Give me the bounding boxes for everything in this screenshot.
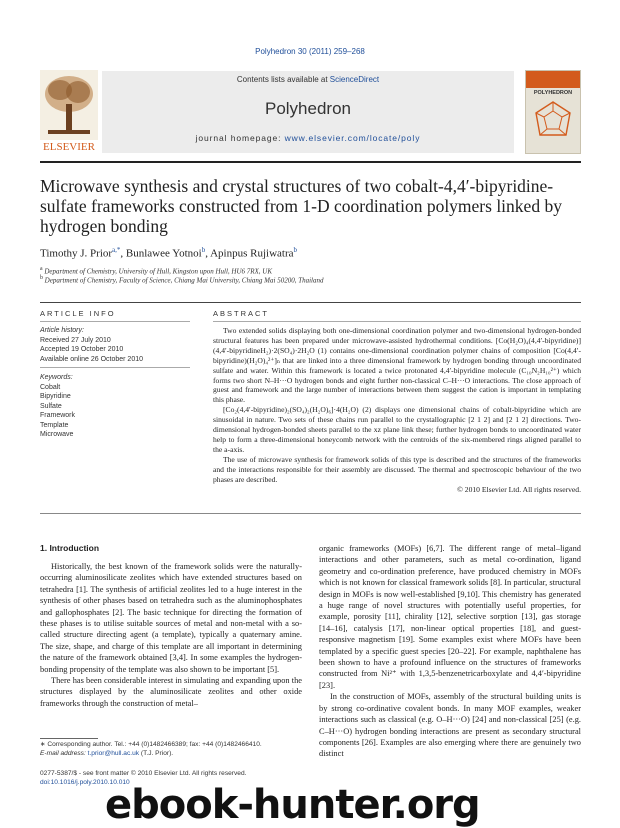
affil-text: Department of Chemistry, Faculty of Science, Chiang Mai University, Chiang Mai 50200, Thailand <box>44 276 324 285</box>
abstract-paragraph: Two extended solids displaying both one-dimensional coordination polymer and two-dimensional hydrogen-bonded structural features has been prepared under microwave-assisted hydrothermal conditions. [Co(H₂O)₄(4,4′-bipyridine)](4,4′-bipyridineH₂)·2(SO₄)·2H₂O (1) contains one-dimensional coordination polymer chains of composition [Co(4,4′-bipyridine)(H₂O)₄²⁺]ₙ that are linked into a three dimensional framework by hydrogen bonding through uncoordinated sulfate and water. Within this framework is located a twice protonated 4,4′-bipyridine molecule (C₁₀N₂H₁₀²⁺) which forms two short N–H···O hydrogen bonds and eight further non-classical C–H···O interactions. The close approach of guest and framework and the large number of interactions between them suggest the cation is important in templating this phase. <box>213 326 581 405</box>
affiliation <box>40 275 323 284</box>
keyword: Template <box>40 421 69 429</box>
affil-mark: b <box>40 275 43 281</box>
body-paragraph: organic frameworks (MOFs) [6,7]. The different range of metal–ligand interactions and other parameters, such as metal co-ordination, ligand geometry and co-ordination preference, have produced chemistry in MOFs which is not known for classical framework solids [8]. In particular, structural design in MOFs is now well-established [9,10]. This chemistry has generated a huge range of novel structures with potentially useful properties, for example, porosity [11], chirality [12], selective sorption [13], gas storage [14–16], catalysis [17], non-linear optical properties [18], and guest-responsive magnetism [19]. Some examples exist where MOFs have been templated by a specific guest species [20–22]. For example, naphthalene has been shown to have a profound influence on the structures of frameworks constructed from Ni²⁺ with 1,3,5-benzenetricarboxylate and 4,4′-bipyridine [23]. <box>319 544 581 690</box>
abstract-divider <box>213 321 581 322</box>
abstract-body <box>213 326 581 494</box>
email-label: E-mail address: <box>40 749 88 757</box>
body-paragraph: Historically, the best known of the framework solids were the naturally-occurring aluminosilicate zeolites which have extended structures based on tetrahedra [1]. The synthesis of artificial zeolites led to a huge interest in the synthesis of other phases based on tetrahedra such as the aluminophosphates and gallophosphates [2]. The basic technique for directing the formation of these phases is to utilise suitable sources of metal and non-metal with a so-called structure directing agent (a template), typically a quaternary amine. The size, shape, and charge of this template are all important in determining the nature of the framework obtained [3,4]. In some examples the hydrogen-bonding propensity of the template was also shown to be important [5]. <box>40 562 302 674</box>
affil-mark: a <box>40 266 43 272</box>
article-title: Microwave synthesis and crystal structures of two cobalt-4,4′-bipyridine-sulfate frameworks constructed from 1-D coordination polymers linked by hydrogen bonding <box>40 176 562 236</box>
author-affil-mark[interactable]: b <box>293 246 298 254</box>
journal-homepage <box>102 133 514 143</box>
article-history <box>40 326 185 364</box>
email-link[interactable]: t.prior@hull.ac.uk <box>87 749 140 757</box>
keywords-heading: Keywords: <box>40 374 73 381</box>
contents-prefix: Contents lists available at <box>236 75 330 84</box>
body-paragraph: In the construction of MOFs, assembly of the structural building units is by strong co-ordinative covalent bonds. In many MOF examples, weaker interactions such as classical (e.g. O–H···O) [24] and non-classical [25] (e.g. C–H···O) hydrogen bonding interactions are present as secondary structural components [26]. Examples are also emerging where there are genuinely two distinct <box>319 692 581 759</box>
abstract-paragraph: The use of microwave synthesis for framework solids of this type is described and the structures of the frameworks and the interactions responsible for their assembly are discussed. The thermal and spectroscopic behaviour of the two phases are described. <box>213 454 581 484</box>
footnote-rule <box>40 738 98 739</box>
polyhedron-icon <box>532 99 574 145</box>
history-heading: Article history: <box>40 327 84 334</box>
section-rule <box>40 302 581 303</box>
author-affil-mark[interactable]: b <box>201 246 206 254</box>
cover-bar <box>526 71 580 88</box>
homepage-url[interactable]: www.elsevier.com/locate/poly <box>284 133 421 143</box>
abstract-copyright: © 2010 Elsevier Ltd. All rights reserved. <box>457 484 581 494</box>
history-accepted: Accepted 19 October 2010 <box>40 346 124 353</box>
email-suffix: (T.J. Prior). <box>139 749 174 757</box>
abstract-paragraph: [Co₂(4,4′-bipyridine)₂(SO₄)₂(H₂O)₆]·4(H₂O) (2) displays one dimensional chains of cobalt-bipyridine which are sinusoidal in nature. Two sets of these chains run parallel to the crystallographic [2 1 2] and [2 1 2] directions. Two-dimensional hydrogen-bonded sheets parallel to the xz plane link these; further hydrogen bonds to uncoordinated water help to form a three-dimensional honeycomb network with the centroids of the six-membered rings aligned parallel to the a-axis. <box>213 405 581 454</box>
history-online: Available online 26 October 2010 <box>40 355 144 363</box>
keyword: Framework <box>40 412 76 419</box>
article-info-heading: ARTICLE INFO <box>40 309 116 318</box>
issn-line: 0277-5387/$ - see front matter © 2010 Elsevier Ltd. All rights reserved. <box>40 770 247 777</box>
header-rule <box>40 161 581 163</box>
keyword: Sulfate <box>40 402 62 410</box>
corresponding-author: ∗ Corresponding author. Tel.: +44 (0)1482466389; fax: +44 (0)1482466410. <box>40 741 262 748</box>
journal-name: Polyhedron <box>264 99 351 118</box>
affiliation <box>40 266 272 275</box>
keyword: Microwave <box>40 431 74 438</box>
elsevier-logo <box>40 70 98 154</box>
journal-citation: Polyhedron 30 (2011) 259–268 <box>255 47 365 56</box>
author-name: Apinpus Rujiwatra <box>210 247 294 260</box>
author-affil-mark[interactable]: a,* <box>112 246 121 254</box>
journal-cover-thumbnail <box>525 70 581 154</box>
keyword: Bipyridine <box>40 393 71 400</box>
contents-line <box>102 75 514 84</box>
section-heading: 1. Introduction <box>40 543 100 553</box>
right-column <box>319 543 581 760</box>
cover-title: POLYHEDRON <box>533 90 573 96</box>
body-rule <box>40 513 581 514</box>
homepage-prefix: journal homepage: <box>195 133 285 143</box>
body-paragraph: There has been considerable interest in simulating and expanding upon the structures displayed by the aluminosilicate zeolites and other oxide frameworks through the construction of metal– <box>40 676 302 708</box>
sciencedirect-link[interactable]: ScienceDirect <box>329 75 380 84</box>
elsevier-wordmark: ELSEVIER <box>43 141 95 153</box>
info-divider <box>40 321 190 322</box>
watermark-text: ebook-hunter.org <box>105 782 480 828</box>
doi-link[interactable]: doi:10.1016/j.poly.2010.10.010 <box>40 778 130 786</box>
keyword: Cobalt <box>40 383 61 391</box>
email-line <box>40 750 302 759</box>
footnote <box>40 741 302 758</box>
elsevier-tree-icon <box>40 70 98 154</box>
keywords <box>40 373 185 440</box>
left-column <box>40 561 302 709</box>
history-received: Received 27 July 2010 <box>40 336 111 344</box>
abstract-heading: ABSTRACT <box>213 309 270 318</box>
author-list: Timothy J. Prior$^{a,*}$, Bunlawee Yotnoi$^b$, Apinpus Rujiwatra$^b$ <box>40 246 298 260</box>
affil-text: Department of Chemistry, University of Hull, Kingston upon Hull, HU6 7RX, UK <box>44 267 273 276</box>
author-name: Bunlawee Yotnoi <box>125 247 202 260</box>
info-divider <box>40 367 190 368</box>
author-name: Timothy J. Prior <box>40 247 113 260</box>
